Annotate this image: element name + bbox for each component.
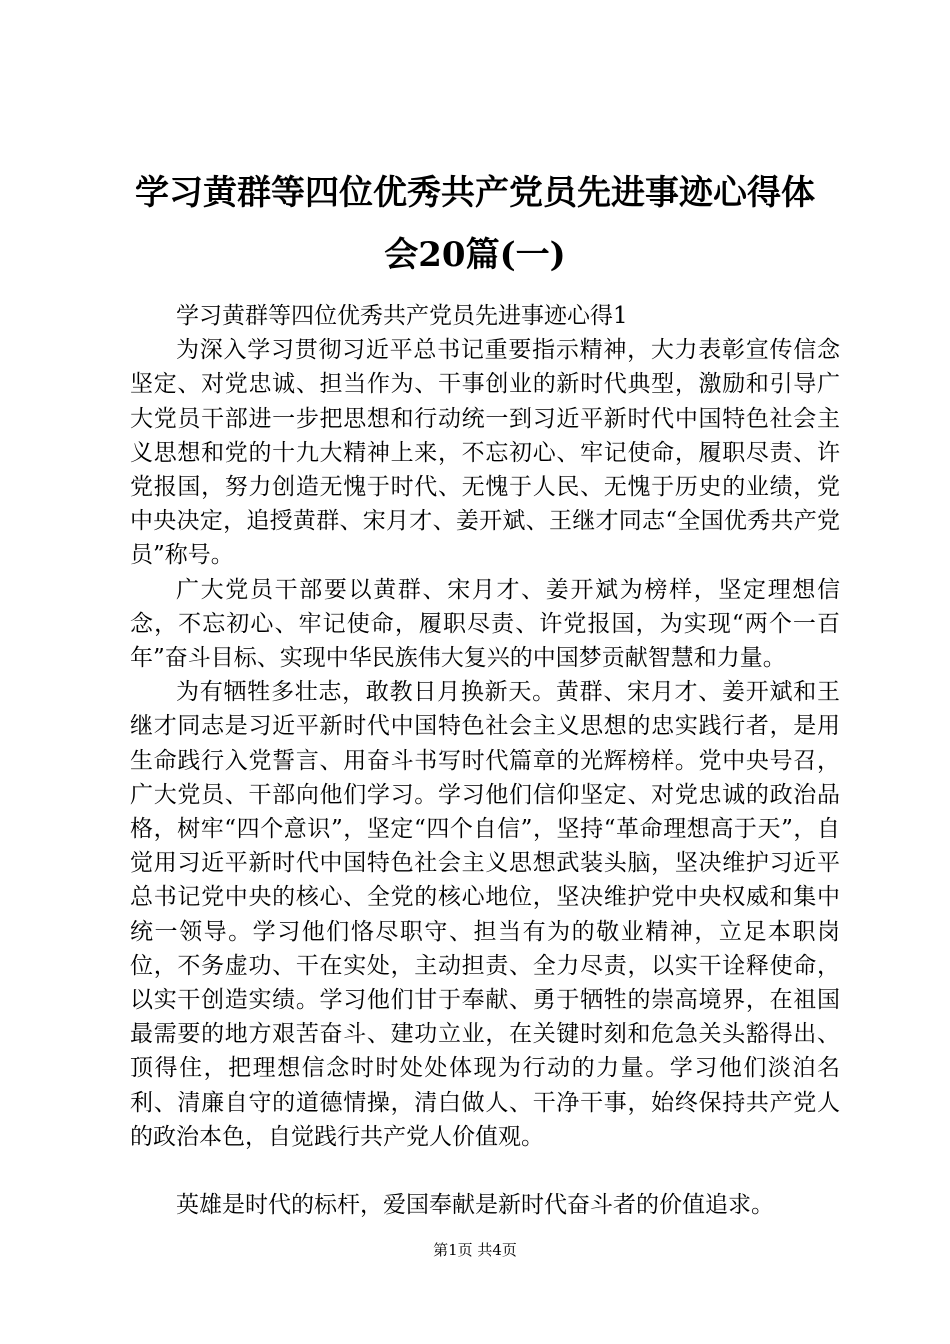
paragraph-1: 为深入学习贯彻习近平总书记重要指示精神，大力表彰宣传信念坚定、对党忠诚、担当作为、干事创业的新时代典型，激励和引导广大党员干部进一步把思想和行动统一到习近平新时代中国特色社会主义思想和党的十九大精神上来，不忘初心、牢记使命，履职尽责、许党报国，努力创造无愧于时代、无愧于人民、无愧于历史的业绩，党中央决定，追授黄群、宋月才、姜开斌、王继才同志“全国优秀共产党员”称号。 (130, 337, 840, 569)
title-line-2: 会20篇(一) (384, 235, 566, 275)
document-title (100, 162, 850, 286)
paragraph-2: 广大党员干部要以黄群、宋月才、姜开斌为榜样，坚定理想信念，不忘初心、牢记使命，履职尽责、许党报国，为实现“两个一百年”奋斗目标、实现中华民族伟大复兴的中国梦贡献智慧和力量。 (130, 576, 840, 672)
document-body (130, 299, 840, 1222)
paragraph-3: 为有牺牲多壮志，敢教日月换新天。黄群、宋月才、姜开斌和王继才同志是习近平新时代中国特色社会主义思想的忠实践行者，是用生命践行入党誓言、用奋斗书写时代篇章的光辉榜样。党中央号召，广大党员、干部向他们学习。学习他们信仰坚定、对党忠诚的政治品格，树牢“四个意识”，坚定“四个自信”，坚持“革命理想高于天”，自觉用习近平新时代中国特色社会主义思想武装头脑，坚决维护习近平总书记党中央的核心、全党的核心地位，坚决维护党中央权威和集中统一领导。学习他们恪尽职守、担当有为的敬业精神，立足本职岗位，不务虚功、干在实处，主动担责、全力尽责，以实干诠释使命，以实干创造实绩。学习他们甘于奉献、勇于牺牲的崇高境界，在祖国最需要的地方艰苦奋斗、建功立业，在关键时刻和危急关头豁得出、顶得住，把理想信念时时处处体现为行动的力量。学习他们淡泊名利、清廉自守的道德情操，清白做人、干净干事，始终保持共产党人的政治本色，自觉践行共产党人价值观。 (130, 679, 840, 1150)
paragraph-4: 英雄是时代的标杆，爱国奉献是新时代奋斗者的价值追求。 (176, 1192, 774, 1219)
page-number: 第1页 共4页 (433, 1241, 517, 1259)
section-subtitle: 学习黄群等四位优秀共产党员先进事迹心得1 (176, 303, 628, 329)
title-line-1: 学习黄群等四位优秀共产党员先进事迹心得体 (135, 173, 815, 213)
